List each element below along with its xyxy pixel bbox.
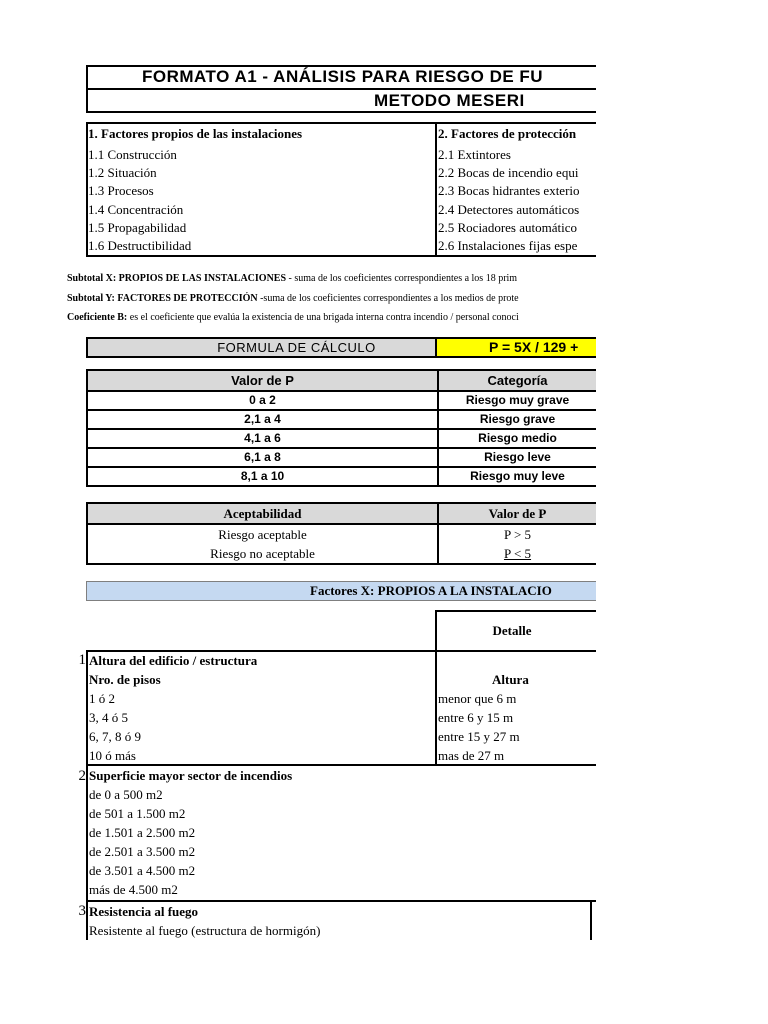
page-subtitle: METODO MESERI xyxy=(374,91,525,110)
category-table xyxy=(86,369,596,487)
section-title: Resistencia al fuego xyxy=(89,904,199,919)
list-item: más de 4.500 m2 xyxy=(89,882,178,897)
list-item: de 501 a 1.500 m2 xyxy=(89,806,186,821)
subtotal-label: Coeficiente B: xyxy=(67,312,128,323)
table-cell: Riesgo muy grave xyxy=(438,391,596,410)
factor-item: 2.3 Bocas hidrantes exterio xyxy=(438,183,580,199)
list-item: de 2.501 a 3.500 m2 xyxy=(89,844,196,859)
table-header-row xyxy=(87,370,596,391)
factor-item: 1.6 Destructibilidad xyxy=(88,238,192,254)
factor-item: 1.4 Concentración xyxy=(88,201,184,217)
factor-item: 2.5 Rociadores automático xyxy=(438,219,577,235)
column-header: Valor de P xyxy=(87,370,438,391)
table-cell: Riesgo leve xyxy=(438,448,596,467)
list-item: 3, 4 ó 5 xyxy=(89,710,128,725)
table-cell: 2,1 a 4 xyxy=(87,410,438,429)
table-cell: 4,1 a 6 xyxy=(87,429,438,448)
section-title: Superficie mayor sector de incendios xyxy=(89,768,293,783)
section-1-divider xyxy=(435,650,437,766)
list-item: de 0 a 500 m2 xyxy=(89,787,163,802)
table-cell: 0 a 2 xyxy=(87,391,438,410)
formula-value: P = 5X / 129 + xyxy=(489,339,579,355)
factor-item: 2.4 Detectores automáticos xyxy=(438,201,580,217)
factor-item: 2.6 Instalaciones fijas espe xyxy=(438,238,578,254)
list-item: 10 ó más xyxy=(89,748,136,763)
table-cell: 6,1 a 8 xyxy=(87,448,438,467)
section-subheader: Nro. de pisos xyxy=(89,672,161,687)
table-row xyxy=(87,524,596,544)
table-row xyxy=(87,448,596,467)
acceptability-table xyxy=(86,502,596,565)
column-header: Valor de P xyxy=(438,503,596,524)
table-row xyxy=(87,544,596,564)
list-item: 6, 7, 8 ó 9 xyxy=(89,729,141,744)
factors-divider xyxy=(435,122,437,257)
subtotal-label: Subtotal Y: FACTORES DE PROTECCIÓN xyxy=(67,293,258,304)
table-row xyxy=(87,410,596,429)
table-cell xyxy=(438,544,596,564)
table-cell: Riesgo muy leve xyxy=(438,467,596,486)
list-item: entre 15 y 27 m xyxy=(438,729,520,744)
factor-item: 2.1 Extintores xyxy=(438,147,511,162)
section-3-left-border xyxy=(86,900,88,940)
table-cell: 8,1 a 10 xyxy=(87,467,438,486)
table-row xyxy=(87,391,596,410)
column-header: Categoría xyxy=(438,370,596,391)
list-item: Resistente al fuego (estructura de hormigón) xyxy=(89,923,321,938)
subtotal-text: - suma de los coeficientes correspondientes a los 18 prim xyxy=(286,273,518,284)
list-item: mas de 27 m xyxy=(438,748,505,763)
table-cell: P > 5 xyxy=(503,527,532,542)
formula-label: FORMULA DE CÁLCULO xyxy=(217,340,376,355)
section-3-right-border xyxy=(590,900,592,940)
list-item: de 1.501 a 2.500 m2 xyxy=(89,825,196,840)
subtotal-text: -suma de los coeficientes correspondientes a los medios de prote xyxy=(257,293,519,304)
list-item: menor que 6 m xyxy=(438,691,517,706)
table-cell: Riesgo medio xyxy=(438,429,596,448)
list-item: 1 ó 2 xyxy=(89,691,115,706)
section-number: 3 xyxy=(78,903,86,919)
table-cell: Riesgo grave xyxy=(438,410,596,429)
table-row xyxy=(87,429,596,448)
factor-item: 1.3 Procesos xyxy=(88,183,154,199)
column-header: Aceptabilidad xyxy=(87,503,438,524)
table-row xyxy=(87,467,596,486)
subtotal-y xyxy=(67,292,607,306)
coefficient-b xyxy=(67,311,607,325)
table-cell: Riesgo aceptable xyxy=(87,524,438,544)
section-number: 2 xyxy=(78,768,86,784)
subtotal-x xyxy=(67,272,607,286)
section-number: 1 xyxy=(78,652,86,668)
detail-header: Detalle xyxy=(492,623,532,638)
factor-item: 1.1 Construcción xyxy=(88,147,177,162)
factors-right-heading: 2. Factores de protección xyxy=(438,126,577,141)
factors-left xyxy=(88,125,433,255)
table-cell: Riesgo no aceptable xyxy=(87,544,438,564)
factors-right xyxy=(438,125,596,255)
table-header-row xyxy=(87,503,596,524)
factor-item: 2.2 Bocas de incendio equi xyxy=(438,165,579,181)
factor-item: 1.5 Propagabilidad xyxy=(88,219,187,235)
factor-item: 1.2 Situación xyxy=(88,165,157,181)
list-item: de 3.501 a 4.500 m2 xyxy=(89,863,196,878)
factores-x-label: Factores X: PROPIOS A LA INSTALACIO xyxy=(310,583,552,598)
factors-left-heading: 1. Factores propios de las instalaciones xyxy=(88,126,303,141)
table-cell-text: P < 5 xyxy=(503,546,532,561)
list-item: entre 6 y 15 m xyxy=(438,710,514,725)
section-title: Altura del edificio / estructura xyxy=(89,653,258,668)
section-subheader: Altura xyxy=(492,672,529,687)
subtotal-label: Subtotal X: PROPIOS DE LAS INSTALACIONES xyxy=(67,273,287,284)
subtotal-text: es el coeficiente que evalúa la existencia de una brigada interna contra incendio / personal conoci xyxy=(127,312,519,323)
page-title: FORMATO A1 - ANÁLISIS PARA RIESGO DE FU xyxy=(142,67,544,86)
